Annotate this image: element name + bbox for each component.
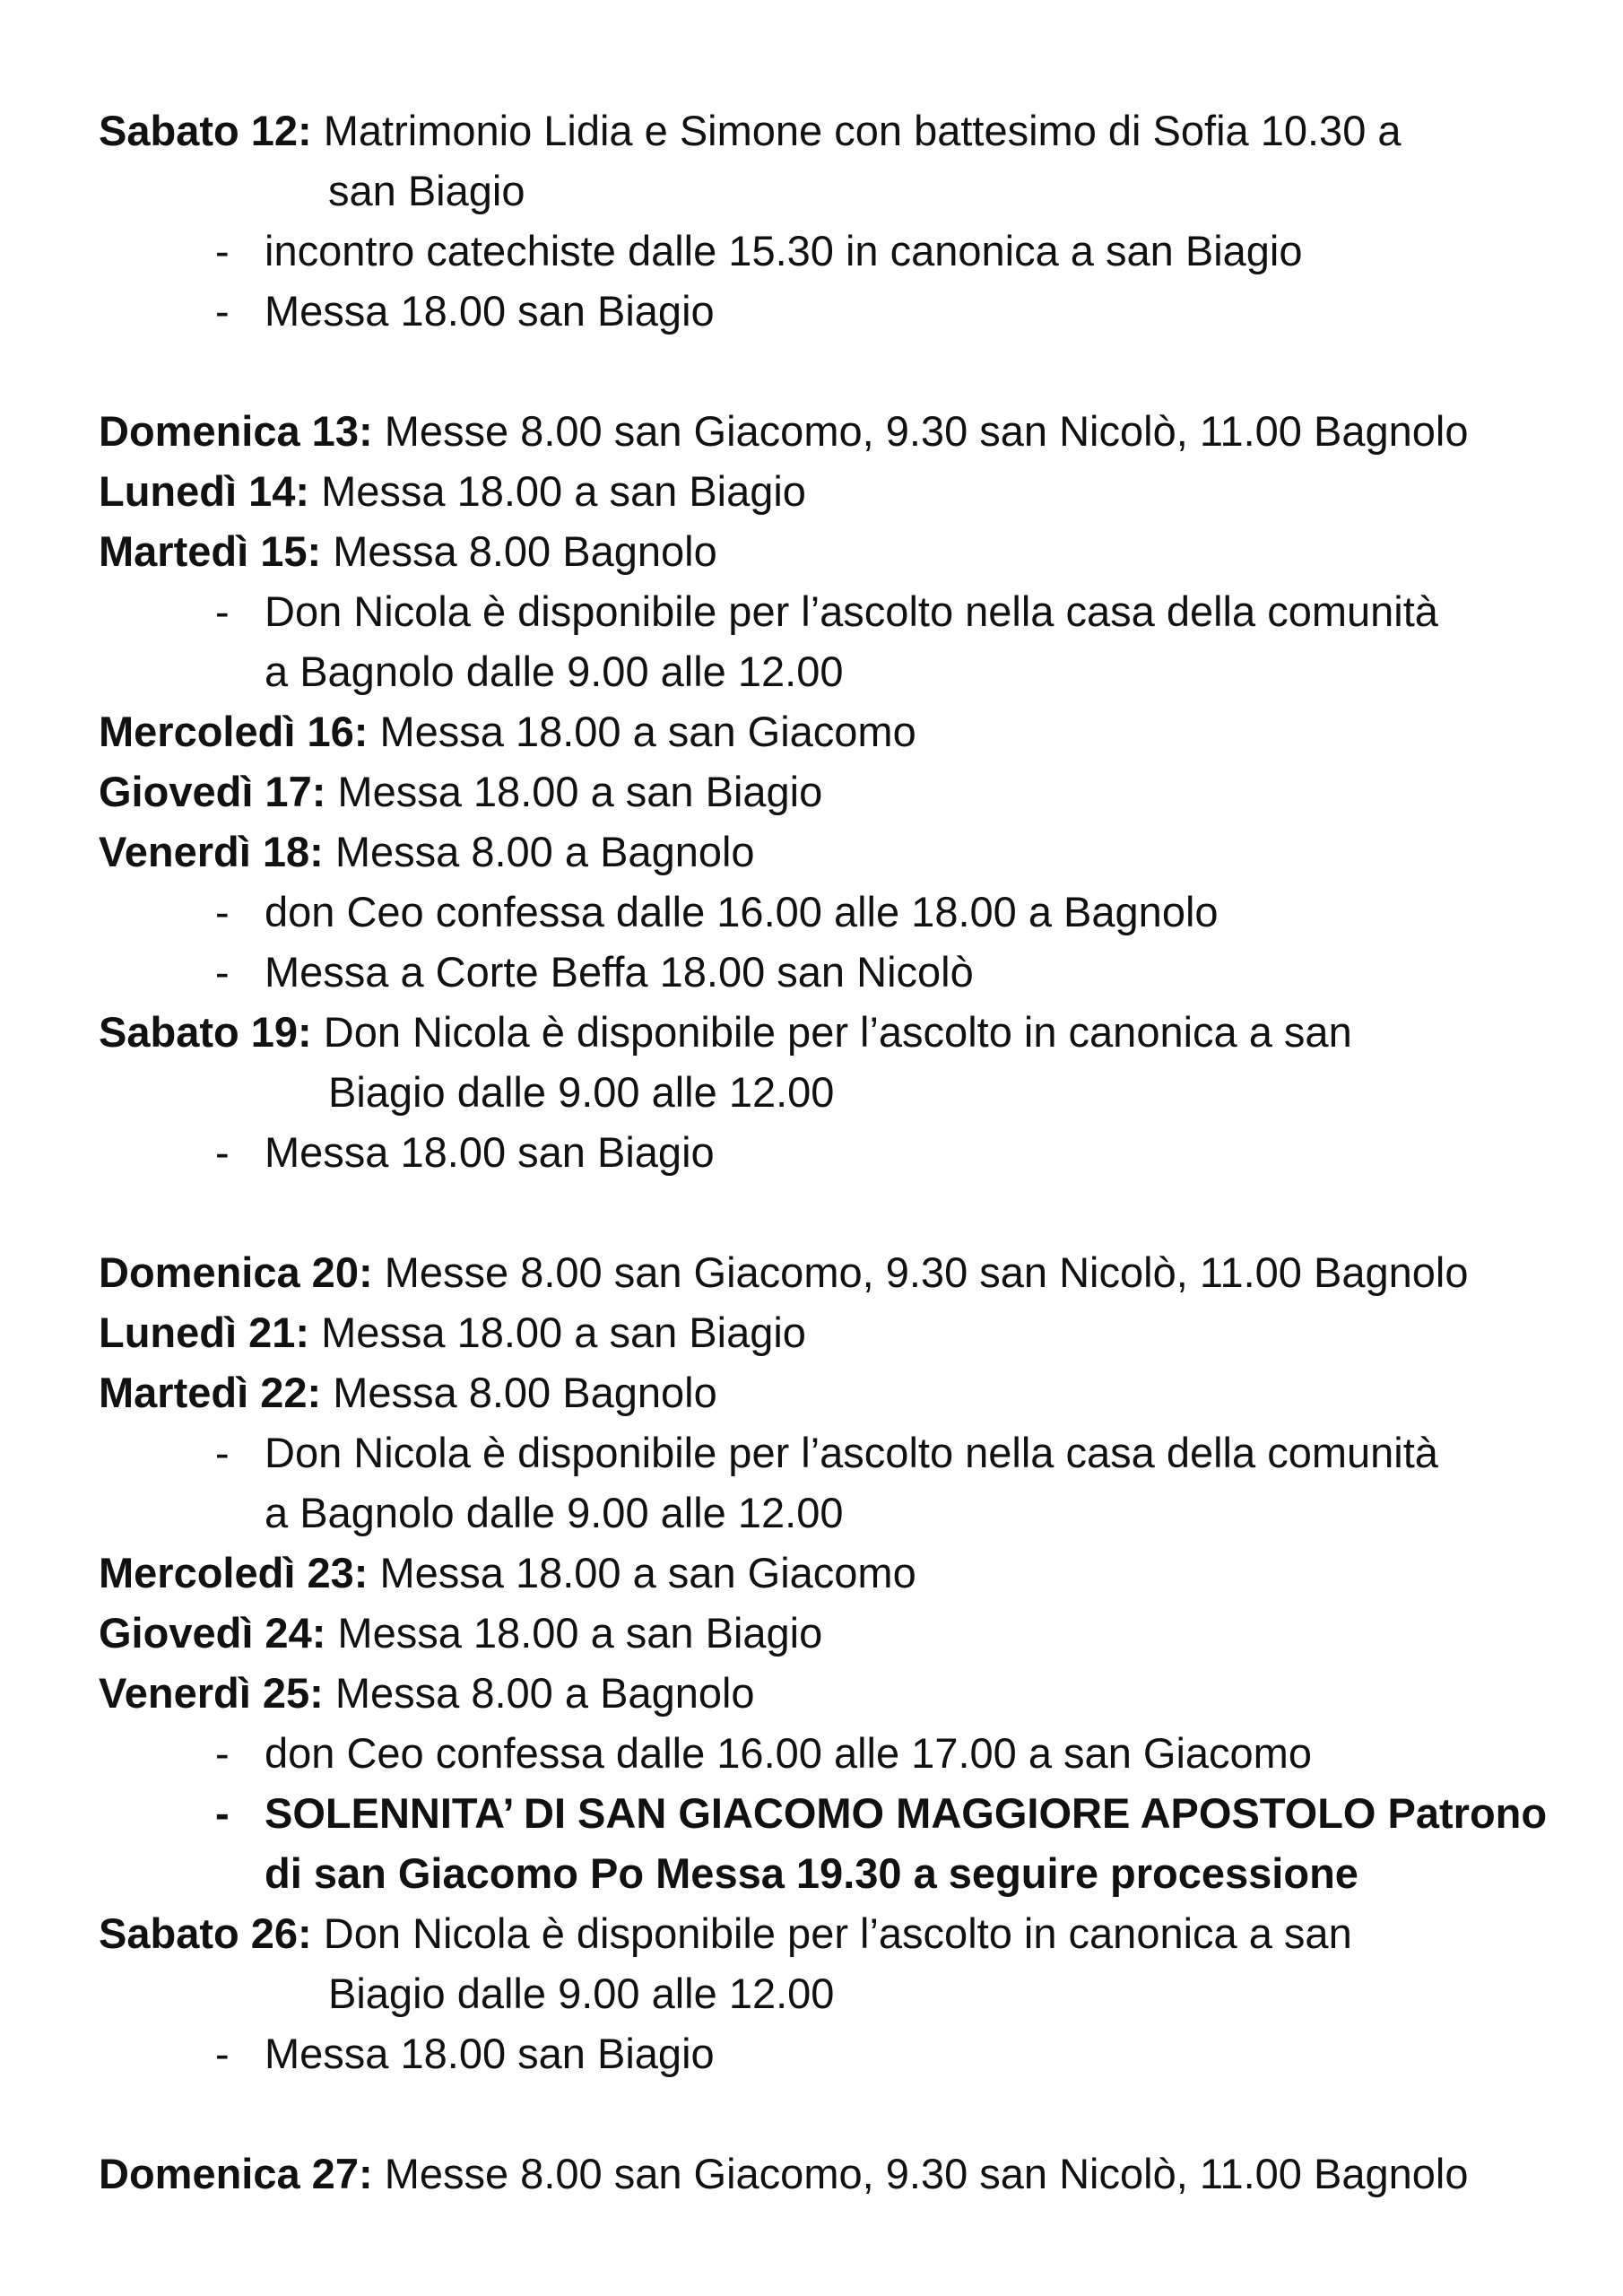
bullet-text: SOLENNITA’ DI SAN GIACOMO MAGGIORE APOSTOLO Patrono <box>265 1789 1548 1837</box>
entry-continuation: Biagio dalle 9.00 alle 12.00 <box>328 1970 835 2017</box>
spacer <box>99 341 1569 401</box>
schedule-line-lunedi-21 <box>99 1302 1569 1362</box>
day-label: Mercoledì 23: <box>99 1549 369 1596</box>
entry-text: Messa 18.00 a san Giacomo <box>379 708 916 755</box>
bullet-item <box>99 882 1569 942</box>
dash-marker: - <box>215 2030 230 2077</box>
schedule-line-domenica-13 <box>99 401 1569 461</box>
dash-marker: - <box>215 948 230 996</box>
dash-marker: - <box>215 1128 230 1176</box>
bullet-item <box>99 1422 1569 1483</box>
dash-marker: - <box>215 227 230 274</box>
spacer <box>99 2083 1569 2144</box>
day-label: Domenica 20: <box>99 1248 373 1296</box>
entry-continuation: Biagio dalle 9.00 alle 12.00 <box>328 1068 835 1116</box>
spacer <box>99 1182 1569 1242</box>
day-label: Mercoledì 16: <box>99 708 369 755</box>
day-label: Lunedì 21: <box>99 1309 310 1356</box>
bullet-text: Don Nicola è disponibile per l’ascolto nella casa della comunità <box>265 587 1438 635</box>
bullet-text: Don Nicola è disponibile per l’ascolto nella casa della comunità <box>265 1429 1438 1476</box>
bullet-item <box>99 221 1569 281</box>
schedule-line-mercoledi-16 <box>99 701 1569 761</box>
day-label: Giovedì 17: <box>99 768 326 815</box>
day-label: Martedì 22: <box>99 1369 322 1416</box>
bullet-item <box>99 942 1569 1002</box>
bullet-item <box>99 2023 1569 2083</box>
day-label: Sabato 12: <box>99 107 312 154</box>
schedule-line-lunedi-14 <box>99 461 1569 521</box>
day-label: Sabato 26: <box>99 1909 312 1957</box>
entry-text: Messe 8.00 san Giacomo, 9.30 san Nicolò, 11.00 Bagnolo <box>384 1248 1469 1296</box>
entry-text: Messa 8.00 Bagnolo <box>333 1369 717 1416</box>
day-label: Domenica 27: <box>99 2150 373 2197</box>
dash-marker: - <box>215 1789 230 1837</box>
schedule-line-martedi-22 <box>99 1362 1569 1422</box>
dash-marker: - <box>215 888 230 935</box>
bullet-item-solennita <box>99 1783 1569 1843</box>
bullet-continuation: a Bagnolo dalle 9.00 alle 12.00 <box>265 1489 844 1536</box>
entry-text: Messa 8.00 a Bagnolo <box>334 1669 755 1717</box>
entry-text: Messa 18.00 a san Biagio <box>321 467 806 515</box>
entry-text: Matrimonio Lidia e Simone con battesimo di Sofia 10.30 a <box>323 107 1402 154</box>
schedule-line-venerdi-25 <box>99 1663 1569 1723</box>
bullet-text: Messa a Corte Beffa 18.00 san Nicolò <box>265 948 974 996</box>
schedule-line-sabato-19 <box>99 1002 1569 1062</box>
entry-text: Messa 18.00 a san Biagio <box>321 1309 806 1356</box>
entry-continuation: san Biagio <box>328 167 525 214</box>
entry-text: Messa 8.00 a Bagnolo <box>334 828 755 875</box>
entry-text: Messa 18.00 a san Giacomo <box>379 1549 916 1596</box>
schedule-line-giovedi-17 <box>99 761 1569 822</box>
dash-marker: - <box>215 287 230 335</box>
schedule-line-domenica-20 <box>99 1242 1569 1302</box>
entry-text: Messa 18.00 a san Biagio <box>337 768 823 815</box>
day-label: Venerdì 25: <box>99 1669 324 1717</box>
entry-text: Messa 18.00 a san Biagio <box>337 1609 823 1657</box>
bullet-text: don Ceo confessa dalle 16.00 alle 17.00 a san Giacomo <box>265 1729 1312 1777</box>
entry-text: Messa 8.00 Bagnolo <box>333 527 717 575</box>
entry-text: Messe 8.00 san Giacomo, 9.30 san Nicolò, 11.00 Bagnolo <box>384 2150 1469 2197</box>
schedule-line-venerdi-18 <box>99 822 1569 882</box>
day-label: Lunedì 14: <box>99 467 310 515</box>
schedule-line-sabato-26 <box>99 1903 1569 1963</box>
dash-marker: - <box>215 587 230 635</box>
bullet-item <box>99 581 1569 641</box>
schedule-document <box>99 100 1569 2204</box>
schedule-line-domenica-27 <box>99 2144 1569 2204</box>
dash-marker: - <box>215 1429 230 1476</box>
day-label: Martedì 15: <box>99 527 322 575</box>
bullet-text: Messa 18.00 san Biagio <box>265 287 715 335</box>
day-label: Giovedì 24: <box>99 1609 326 1657</box>
day-label: Domenica 13: <box>99 407 373 455</box>
bullet-text: Messa 18.00 san Biagio <box>265 1128 715 1176</box>
entry-text: Don Nicola è disponibile per l’ascolto in canonica a san <box>323 1909 1352 1957</box>
bullet-item <box>99 1122 1569 1182</box>
bullet-text: incontro catechiste dalle 15.30 in canonica a san Biagio <box>265 227 1303 274</box>
day-label: Sabato 19: <box>99 1008 312 1056</box>
bullet-continuation: di san Giacomo Po Messa 19.30 a seguire processione <box>265 1849 1358 1897</box>
dash-marker: - <box>215 1729 230 1777</box>
bullet-item <box>99 1723 1569 1783</box>
schedule-line-martedi-15 <box>99 521 1569 581</box>
bullet-continuation: a Bagnolo dalle 9.00 alle 12.00 <box>265 648 844 695</box>
bullet-text: don Ceo confessa dalle 16.00 alle 18.00 a Bagnolo <box>265 888 1219 935</box>
schedule-line-sabato-12 <box>99 100 1569 161</box>
entry-text: Messe 8.00 san Giacomo, 9.30 san Nicolò, 11.00 Bagnolo <box>384 407 1469 455</box>
bullet-text: Messa 18.00 san Biagio <box>265 2030 715 2077</box>
entry-text: Don Nicola è disponibile per l’ascolto in canonica a san <box>323 1008 1352 1056</box>
schedule-line-giovedi-24 <box>99 1603 1569 1663</box>
day-label: Venerdì 18: <box>99 828 324 875</box>
schedule-line-mercoledi-23 <box>99 1543 1569 1603</box>
bullet-item <box>99 281 1569 341</box>
